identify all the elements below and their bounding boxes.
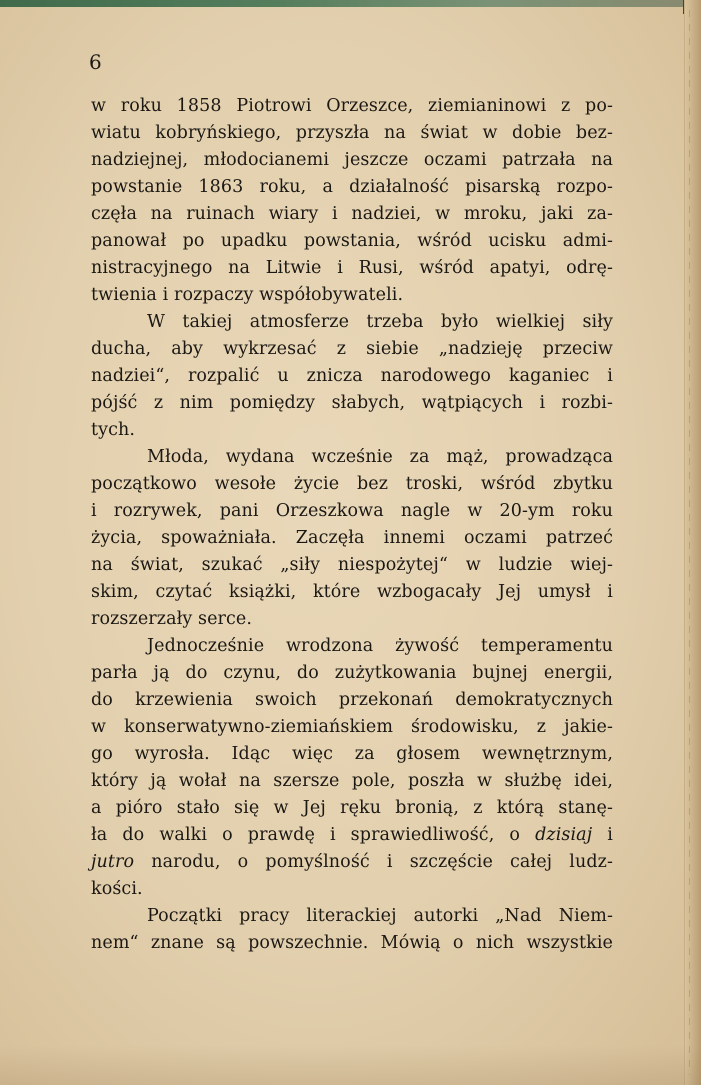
text-line: nadziei“, rozpalić u znicza narodowego kaganiec i xyxy=(91,366,613,386)
text-line: panował po upadku powstania, wśród ucisku admi- xyxy=(91,231,613,251)
text-line: pójść z nim pomiędzy słabych, wątpiących i rozbi- xyxy=(91,393,613,413)
text-line: nadziejnej, młodocianemi jeszcze oczami patrzała na xyxy=(91,150,613,170)
text-line: Młoda, wydana wcześnie za mąż, prowadząca xyxy=(147,447,613,467)
text-line: go wyrosła. Idąc więc za głosem wewnętrznym, xyxy=(91,744,613,764)
text-line: kości. xyxy=(91,879,143,899)
text-line-part: i xyxy=(592,825,613,845)
text-line: w konserwatywno-ziemiańskiem środowisku, z jakie- xyxy=(91,717,613,737)
page-bottom-shade xyxy=(0,1045,701,1085)
text-line: który ją wołał na szersze pole, poszła w służbę idei, xyxy=(91,771,613,791)
text-line: Jednocześnie wrodzona żywość temperamentu xyxy=(147,636,613,656)
top-edge-strip xyxy=(0,0,701,7)
text-line: parła ją do czynu, do zużytkowania bujnej energii, xyxy=(91,663,613,683)
text-line: powstanie 1863 roku, a działalność pisarską rozpo- xyxy=(91,177,613,197)
italic-word: jutro xyxy=(91,852,135,872)
text-line: na świat, szukać „siły niespożytej“ w ludzie wiej- xyxy=(91,555,613,575)
text-line: początkowo wesołe życie bez troski, wśród zbytku xyxy=(91,474,613,494)
text-line-part: narodu, o pomyślność i szczęście całej ludz- xyxy=(134,852,613,872)
text-line xyxy=(91,824,613,846)
text-line: skim, czytać książki, które wzbogacały Jej umysł i xyxy=(91,582,613,602)
italic-word: dzisiaj xyxy=(535,825,593,845)
text-line: nistracyjnego na Litwie i Rusi, wśród apatyi, odrę- xyxy=(91,258,613,278)
text-line: W takiej atmosferze trzeba było wielkiej siły xyxy=(147,312,613,332)
text-line: w roku 1858 Piotrowi Orzeszce, ziemianinowi z po- xyxy=(91,96,613,116)
text-line: częła na ruinach wiary i nadziei, w mroku, jaki za- xyxy=(91,204,613,224)
page-right-edge xyxy=(684,0,701,1085)
text-line: twienia i rozpaczy współobywateli. xyxy=(91,285,404,305)
text-line: nem“ znane są powszechnie. Mówią o nich wszystkie xyxy=(91,933,613,953)
text-line: wiatu kobryńskiego, przyszła na świat w dobie bez- xyxy=(91,123,613,143)
page-number: 6 xyxy=(89,50,102,74)
text-line: a pióro stało się w Jej ręku bronią, z którą stanę- xyxy=(91,798,613,818)
text-line-part: ła do walki o prawdę i sprawiedliwość, o xyxy=(91,825,536,845)
text-line: do krzewienia swoich przekonań demokratycznych xyxy=(91,690,613,710)
text-line: rozszerzały serce. xyxy=(91,609,253,629)
text-line xyxy=(91,851,613,873)
text-line: Początki pracy literackiej autorki „Nad Niem- xyxy=(147,906,613,926)
text-line: tych. xyxy=(91,420,136,440)
text-line: i rozrywek, pani Orzeszkowa nagle w 20-ym roku xyxy=(91,501,613,521)
text-line: ducha, aby wykrzesać z siebie „nadzieję przeciw xyxy=(91,339,613,359)
text-line: życia, spoważniała. Zaczęła innemi oczami patrzeć xyxy=(91,528,613,548)
